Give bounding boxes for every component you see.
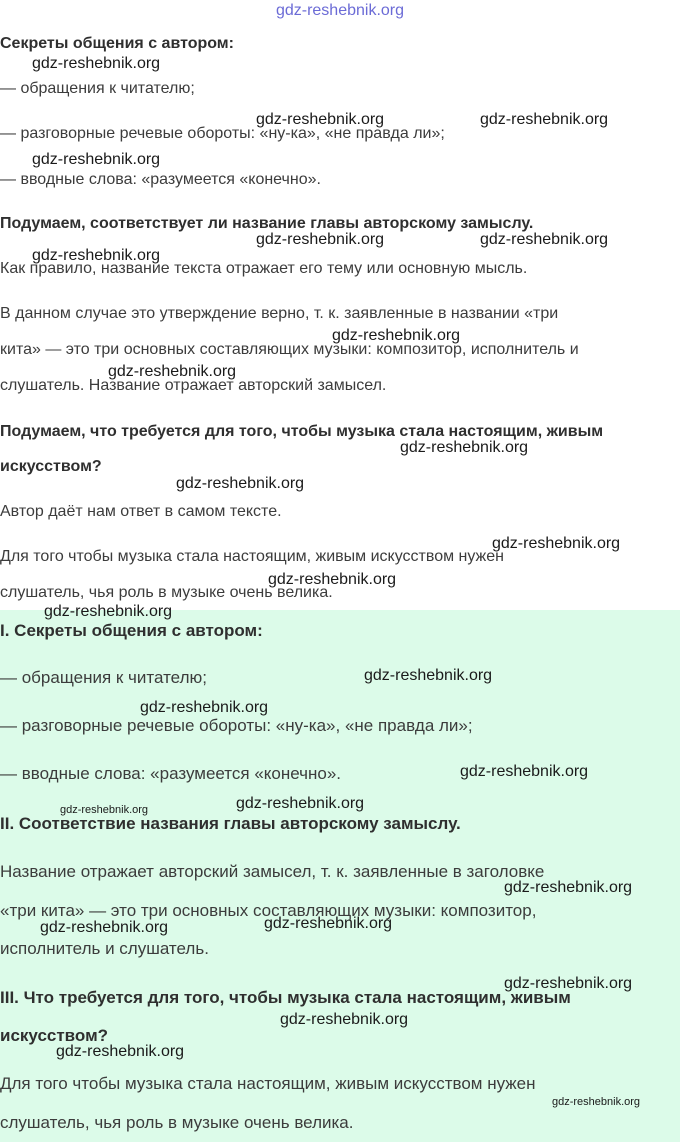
watermark: gdz-reshebnik.org	[268, 571, 397, 588]
watermark: gdz-reshebnik.org	[504, 879, 633, 896]
watermark: gdz-reshebnik.org	[332, 327, 461, 344]
final-title-line3: исполнитель и слушатель.	[0, 939, 209, 958]
watermark: gdz-reshebnik.org	[492, 535, 621, 552]
site-link[interactable]: gdz-reshebnik.org	[275, 2, 405, 19]
watermark: gdz-reshebnik.org	[56, 1043, 185, 1060]
final-title-line1: Название отражает авторский замысел, т. к. заявленные в заголовке	[0, 862, 545, 881]
watermark: gdz-reshebnik.org	[504, 975, 633, 992]
watermark: gdz-reshebnik.org	[264, 915, 393, 932]
list-item-reader-address: — обращения к читателю;	[0, 80, 195, 97]
watermark: gdz-reshebnik.org	[460, 763, 589, 780]
watermark: gdz-reshebnik.org	[256, 111, 385, 128]
watermark: gdz-reshebnik.org	[176, 475, 305, 492]
final-answer-section	[0, 610, 680, 1142]
watermark: gdz-reshebnik.org	[256, 231, 385, 248]
paragraph-title-answer-line2: кита» — это три основных составляющих музыки: композитор, исполнитель и	[0, 341, 579, 358]
watermark: gdz-reshebnik.org	[32, 247, 161, 264]
final-item-colloquial-phrases: — разговорные речевые обороты: «ну-ка», «не правда ли»;	[0, 716, 473, 735]
final-title-line2: «три кита» — это три основных составляющих музыки: композитор,	[0, 901, 537, 920]
heading-part-one: I. Секреты общения с автором:	[0, 621, 263, 640]
watermark: gdz-reshebnik.org	[400, 439, 529, 456]
final-listener-line1: Для того чтобы музыка стала настоящим, живым искусством нужен	[0, 1074, 536, 1093]
paragraph-title-answer-line3: слушатель. Название отражает авторский замысел.	[0, 377, 387, 394]
watermark: gdz-reshebnik.org	[140, 699, 269, 716]
watermark: gdz-reshebnik.org	[236, 795, 365, 812]
list-item-introductory-words: — вводные слова: «разумеется «конечно».	[0, 171, 321, 188]
final-listener-line2: слушатель, чья роль в музыке очень велика.	[0, 1113, 354, 1132]
watermark: gdz-reshebnik.org	[480, 111, 609, 128]
final-item-reader-address: — обращения к читателю;	[0, 668, 207, 687]
heading-part-three-line1: III. Что требуется для того, чтобы музыка стала настоящим, живым	[0, 988, 571, 1007]
final-item-introductory-words: — вводные слова: «разумеется «конечно».	[0, 764, 342, 783]
watermark: gdz-reshebnik.org	[40, 919, 169, 936]
heading-title-meaning: Подумаем, соответствует ли название главы авторскому замыслу.	[0, 215, 534, 232]
watermark: gdz-reshebnik.org	[60, 804, 149, 816]
watermark: gdz-reshebnik.org	[108, 363, 237, 380]
paragraph-title-answer-line1: В данном случае это утверждение верно, т. к. заявленные в названии «три	[0, 305, 559, 322]
watermark: gdz-reshebnik.org	[44, 603, 173, 620]
heading-living-art-line2: искусством?	[0, 458, 102, 475]
watermark: gdz-reshebnik.org	[480, 231, 609, 248]
watermark: gdz-reshebnik.org	[32, 151, 161, 168]
heading-author-secrets: Секреты общения с автором:	[0, 35, 234, 52]
paragraph-listener-line2: слушатель, чья роль в музыке очень велика.	[0, 584, 333, 601]
paragraph-listener-line1: Для того чтобы музыка стала настоящим, живым искусством нужен	[0, 548, 504, 565]
watermark: gdz-reshebnik.org	[280, 1011, 409, 1028]
paragraph-author-answer: Автор даёт нам ответ в самом тексте.	[0, 503, 282, 520]
heading-part-two: II. Соответствие названия главы авторскому замыслу.	[0, 814, 461, 833]
list-item-colloquial-phrases: — разговорные речевые обороты: «ну-ка», «не правда ли»;	[0, 125, 445, 142]
heading-living-art-line1: Подумаем, что требуется для того, чтобы музыка стала настоящим, живым	[0, 423, 604, 440]
paragraph-title-rule: Как правило, название текста отражает его тему или основную мысль.	[0, 260, 528, 277]
watermark: gdz-reshebnik.org	[364, 667, 493, 684]
watermark: gdz-reshebnik.org	[32, 55, 161, 72]
watermark: gdz-reshebnik.org	[552, 1096, 641, 1108]
heading-part-three-line2: искусством?	[0, 1026, 109, 1045]
